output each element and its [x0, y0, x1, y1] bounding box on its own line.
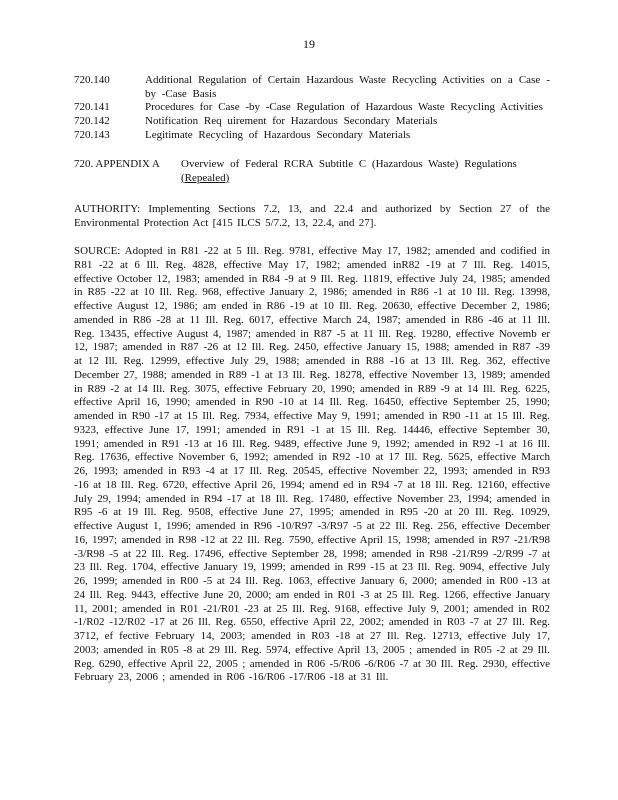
section-number: 720.141	[74, 101, 110, 114]
appendix-label: 720. APPENDIX A	[74, 158, 160, 170]
appendix-title-block	[181, 158, 550, 185]
section-title: Additional Regulation of Certain Hazardous Waste Recycling Activities on a Case -by -Case Basis	[145, 74, 550, 100]
source-paragraph: SOURCE: Adopted in R81 -22 at 5 Ill. Reg. 9781, effective May 17, 1982; amended and codified in R81 -22 at 6 Ill. Reg. 4828, effective May 17, 1982; amended inR82 -19 at 7 Ill. Reg. 14015, effective October 12, 1983; amended in R84 -9 at 9 Ill. Reg. 11819, effective July 24, 1985; amended in R85 -22 at 10 Ill. Reg. 968, effective January 2, 1986; amended in R86 -1 at 10 Ill. Reg. 13998, effective August 12, 1986; am ended in R86 -19 at 10 Ill. Reg. 20630, effective December 2, 1986; amended in R86 -28 at 11 Ill. Reg. 6017, effective March 24, 1987; amended in R86 -46 at 11 Ill. Reg. 13435, effective August 4, 1987; amended in R87 -5 at 11 Ill. Reg. 19280, effective Novemb er 12, 1987; amended in R87 -26 at 12 Ill. Reg. 2450, effective January 15, 1988; amended in R87 -39 at 12 Ill. Reg. 12999, effective July 29, 1988; amended in R88 -16 at 13 Ill. Reg. 362, effective December 27, 1988; amended in R89 -1 at 13 Ill. Reg. 18278, effective November 13, 1989; amended in R89 -2 at 14 Ill. Reg. 3075, effective February 20, 1990; amended in R89 -9 at 14 Ill. Reg. 6225, effective April 16, 1990; amended in R90 -10 at 14 Ill. Reg. 16450, effective September 25, 1990; amended in R90 -17 at 15 Ill. Reg. 7934, effective May 9, 1991; amended in R90 -11 at 15 Ill. Reg. 9323, effective June 17, 1991; amended in R91 -1 at 15 Ill. Reg. 14446, effective September 30, 1991; amended in R91 -13 at 16 Ill. Reg. 9489, effective June 9, 1992; amended in R92 -1 at 16 Ill. Reg. 17636, effective November 6, 1992; amended in R92 -10 at 17 Ill. Reg. 5625, effective March 26, 1993; amended in R93 -4 at 17 Ill. Reg. 20545, effective November 22, 1993; amended in R93 -16 at 18 Ill. Reg. 6720, effective April 26, 1994; amend ed in R94 -7 at 18 Ill. Reg. 12160, effective July 29, 1994; amended in R94 -17 at 18 Ill. Reg. 17480, effective November 23, 1994; amended in R95 -6 at 19 Ill. Reg. 9508, effective June 27, 1995; amended in R95 -20 at 20 Ill. Reg. 10929, effective August 1, 1996; amended in R96 -10/R97 -3/R97 -5 at 22 Ill. Reg. 256, effective December 16, 1997; amended in R98 -12 at 22 Ill. Reg. 7590, effective April 15, 1998; amended in R97 -21/R98 -3/R98 -5 at 22 Ill. Reg. 17496, effective September 28, 1998; amended in R98 -21/R99 -2/R99 -7 at 23 Ill. Reg. 1704, effective January 19, 1999; amended in R99 -15 at 23 Ill. Reg. 9094, effective July 26, 1999; amended in R00 -5 at 24 Ill. Reg. 1063, effective January 6, 2000; amended in R00 -13 at 24 Ill. Reg. 9443, effective June 20, 2000; am ended in R01 -3 at 25 Ill. Reg. 1266, effective January 11, 2001; amended in R01 -21/R01 -23 at 25 Ill. Reg. 9168, effective July 9, 2001; amended in R02 -1/R02 -12/R02 -17 at 26 Ill. Reg. 6550, effective April 22, 2002; amended in R03 -7 at 27 Ill. Reg. 3712, ef fective February 14, 2003; amended in R03 -18 at 27 Ill. Reg. 12713, effective July 17, 2003; amended in R05 -8 at 29 Ill. Reg. 5974, effective April 13, 2005 ; amended in R05 -2 at 29 Ill. Reg. 6290, effective April 22, 2005 ; amended in R06 -5/R06 -6/R06 -7 at 30 Ill. Reg. 2930, effective February 23, 2006 ; amended in R06 -16/R06 -17/R06 -18 at 31 Ill.	[74, 245, 550, 684]
section-title: Procedures for Case -by -Case Regulation of Hazardous Waste Recycling Activities	[145, 101, 543, 114]
section-title: Notification Req uirement for Hazardous Secondary Materials	[145, 115, 438, 128]
page-number: 19	[303, 37, 315, 51]
section-number: 720.142	[74, 115, 110, 128]
section-entry	[74, 115, 550, 129]
appendix-title: Overview of Federal RCRA Subtitle C (Hazardous Waste) Regulations	[181, 158, 517, 170]
section-number: 720.140	[74, 74, 110, 86]
section-number: 720.143	[74, 128, 110, 141]
section-entry	[74, 101, 550, 115]
repealed-status: (Repealed)	[181, 171, 230, 184]
section-entry	[74, 74, 550, 101]
section-title: Legitimate Recycling of Hazardous Secondary Materials	[145, 128, 411, 141]
section-entry	[74, 129, 550, 143]
section-list	[74, 74, 550, 143]
appendix-entry	[74, 158, 550, 185]
authority-paragraph: AUTHORITY: Implementing Sections 7.2, 13, and 22.4 and authorized by Section 27 of the Environmental Protection Act [415 ILCS 5/7.2, 13, 22.4, and 27].	[74, 203, 550, 229]
